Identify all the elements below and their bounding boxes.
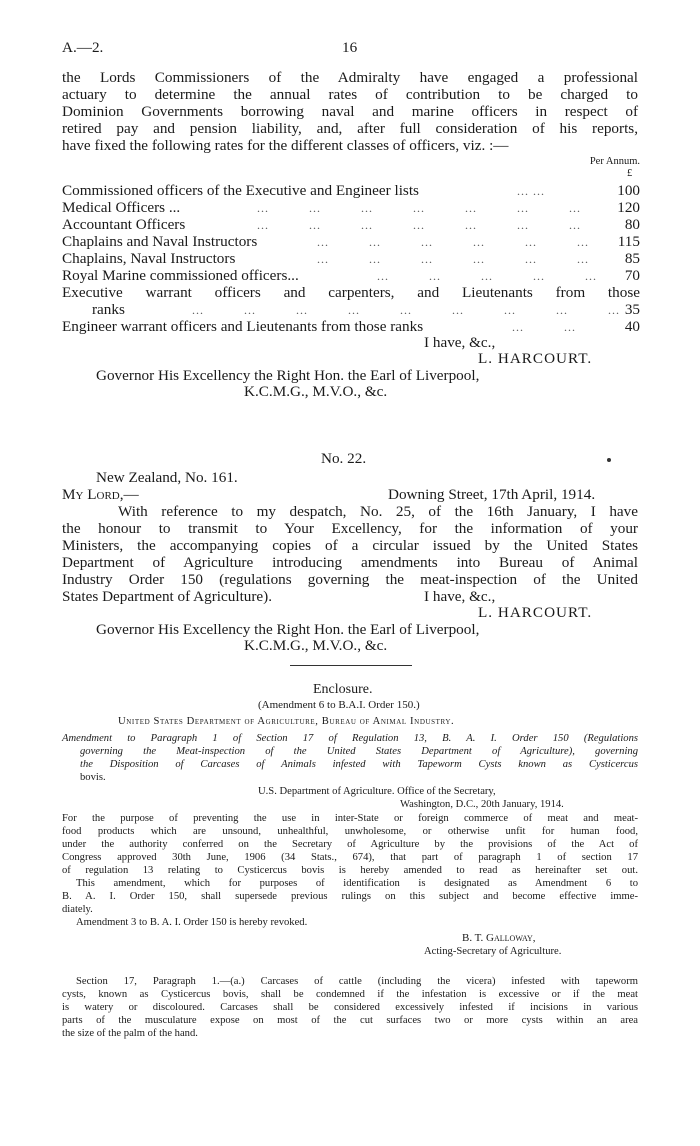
text-line: the honour to transmit to Your Excellency, for the information of your xyxy=(62,520,638,537)
text-line: the size of the palm of the hand. xyxy=(62,1028,198,1039)
row-label: Executive warrant officers and carpenters, and Lieutenants from those xyxy=(62,284,640,301)
table-row xyxy=(62,183,640,199)
office-date: Washington, D.C., 20th January, 1914. xyxy=(400,799,564,810)
text-line: cysts, known as Cysticercus bovis, shall be condemned if the infestation is excessive or if the meat xyxy=(62,989,638,1000)
row-value: 35 xyxy=(624,301,640,318)
text-line: Ministers, the accompanying copies of a circular issued by the United States xyxy=(62,537,638,554)
text-line: Dominion Governments borrowing naval and marine officers in respect of xyxy=(62,103,638,120)
place-date: Downing Street, 17th April, 1914. xyxy=(388,486,596,503)
table-header-per-annum: Per Annum. xyxy=(589,156,640,167)
row-label: ranks xyxy=(92,301,125,318)
office-line: U.S. Department of Agriculture. Office of the Secretary, xyxy=(258,786,496,797)
enclosure-subtitle: (Amendment 6 to B.A.I. Order 150.) xyxy=(258,699,420,711)
despatch-number: No. 22. xyxy=(321,450,367,467)
leader-dots: ... ... ... ... ... ... xyxy=(317,235,589,249)
leader-dots: ... ... ... ... ... ... ... ... ... xyxy=(192,303,620,317)
text-line: the Lords Commissioners of the Admiralty have engaged a professional xyxy=(62,69,638,86)
text-line: Department of Agriculture introducing amendments into Bureau of Animal xyxy=(62,554,638,571)
row-value: 80 xyxy=(624,216,640,233)
addressee: Governor His Excellency the Right Hon. the Earl of Liverpool, xyxy=(96,621,480,638)
row-label: Accountant Officers xyxy=(62,216,186,233)
text-line: actuary to determine the annual rates of contribution to be charged to xyxy=(62,86,638,103)
text-line: parts of the musculature expose on most of the cut surfaces two or more cysts within an area xyxy=(62,1015,638,1026)
closing-phrase: I have, &c., xyxy=(424,588,496,605)
section-divider xyxy=(290,665,412,666)
row-value: 100 xyxy=(617,182,640,199)
addressee: Governor His Excellency the Right Hon. the Earl of Liverpool, xyxy=(96,367,480,384)
row-label: Chaplains and Naval Instructors xyxy=(62,233,258,250)
table-row xyxy=(62,268,640,284)
text-line: B. A. I. Order 150, shall supersede previous rulings on this subject and become effective imme- xyxy=(62,891,638,902)
row-value: 40 xyxy=(624,318,640,335)
text-line: have fixed the following rates for the different classes of officers, viz. :— xyxy=(62,137,509,154)
signer-name: B. T. Galloway, xyxy=(462,932,536,944)
row-label: Engineer warrant officers and Lieutenants from those ranks xyxy=(62,318,424,335)
document-reference: A.—2. xyxy=(62,39,104,56)
text-line: the Disposition of Carcases of Animals infested with Tapeworm Cysts known as Cysticercus xyxy=(80,759,638,770)
row-value: 120 xyxy=(617,199,640,216)
text-line: under the authority conferred on the Secretary of Agriculture by the provisions of the Act of xyxy=(62,839,638,850)
table-row xyxy=(62,217,640,233)
text-line: This amendment, which for purposes of identification is designated as Amendment 6 to xyxy=(76,878,638,889)
signature: L. HARCOURT. xyxy=(478,350,593,367)
text-line: diately. xyxy=(62,904,93,915)
ink-dot xyxy=(607,458,611,462)
row-value: 85 xyxy=(624,250,640,267)
colony-reference: New Zealand, No. 161. xyxy=(96,469,238,486)
row-value: 115 xyxy=(617,233,640,250)
currency-symbol: £ xyxy=(627,168,633,179)
page-number: 16 xyxy=(342,39,358,56)
leader-dots: ... ... ... ... ... xyxy=(377,269,597,283)
signature: L. HARCOURT. xyxy=(478,604,593,621)
table-row xyxy=(62,200,640,216)
text-line: For the purpose of preventing the use in inter-State or foreign commerce of meat and meat- xyxy=(62,813,638,824)
text-line: Congress approved 30th June, 1906 (34 Stats., 674), that part of paragraph 1 of section 17 xyxy=(62,852,638,863)
table-row xyxy=(62,251,640,267)
text-line: is watery or discoloured. Carcases shall be considered excessively infested if incisions in various xyxy=(62,1002,638,1013)
enclosure-title: Enclosure. xyxy=(313,682,373,697)
leader-dots: ... ... xyxy=(512,320,576,334)
text-line: Amendment to Paragraph 1 of Section 17 of Regulation 13, B. A. I. Order 150 (Regulations xyxy=(62,733,638,744)
text-line: of regulation 13 relating to Cysticercus bovis is hereby amended to read as hereinafter set out. xyxy=(62,865,638,876)
salutation: My Lord,— xyxy=(62,486,139,503)
leader-dots: ... ... xyxy=(517,184,545,198)
table-row xyxy=(62,319,640,335)
leader-dots: ... ... ... ... ... ... ... xyxy=(257,201,581,215)
leader-dots: ... ... ... ... ... ... ... xyxy=(257,218,581,232)
revocation-line: Amendment 3 to B. A. I. Order 150 is hereby revoked. xyxy=(76,917,308,928)
row-value: 70 xyxy=(624,267,640,284)
signer-title: Acting-Secretary of Agriculture. xyxy=(424,946,562,957)
text-line: food products which are unsound, unhealthful, unwholesome, or otherwise unfit for human food, xyxy=(62,826,638,837)
row-label: Royal Marine commissioned officers... xyxy=(62,267,299,284)
row-label: Chaplains, Naval Instructors xyxy=(62,250,236,267)
addressee-honours: K.C.M.G., M.V.O., &c. xyxy=(244,637,388,654)
text-line: governing the Meat-inspection of the United States Department of Agriculture), governing xyxy=(80,746,638,757)
text-line: retired pay and pension liability, and, after full consideration of his reports, xyxy=(62,120,638,137)
text-line: Section 17, Paragraph 1.—(a.) Carcases of cattle (including the vicera) infested with tapeworm xyxy=(76,976,638,987)
text-line: With reference to my despatch, No. 25, of the 16th January, I have xyxy=(118,503,638,520)
text-line: States Department of Agriculture). xyxy=(62,588,273,605)
text-line: Industry Order 150 (regulations governing the meat-inspection of the United xyxy=(62,571,638,588)
table-row xyxy=(62,302,640,318)
row-label: Medical Officers ... xyxy=(62,199,181,216)
table-row xyxy=(62,234,640,250)
closing-phrase: I have, &c., xyxy=(424,334,496,351)
text-line: bovis. xyxy=(80,772,106,783)
row-label: Commissioned officers of the Executive and Engineer lists xyxy=(62,182,419,199)
leader-dots: ... ... ... ... ... ... xyxy=(317,252,589,266)
addressee-honours: K.C.M.G., M.V.O., &c. xyxy=(244,383,388,400)
table-row xyxy=(62,285,640,301)
department-heading: United States Department of Agriculture, Bureau of Animal Industry. xyxy=(118,716,455,727)
